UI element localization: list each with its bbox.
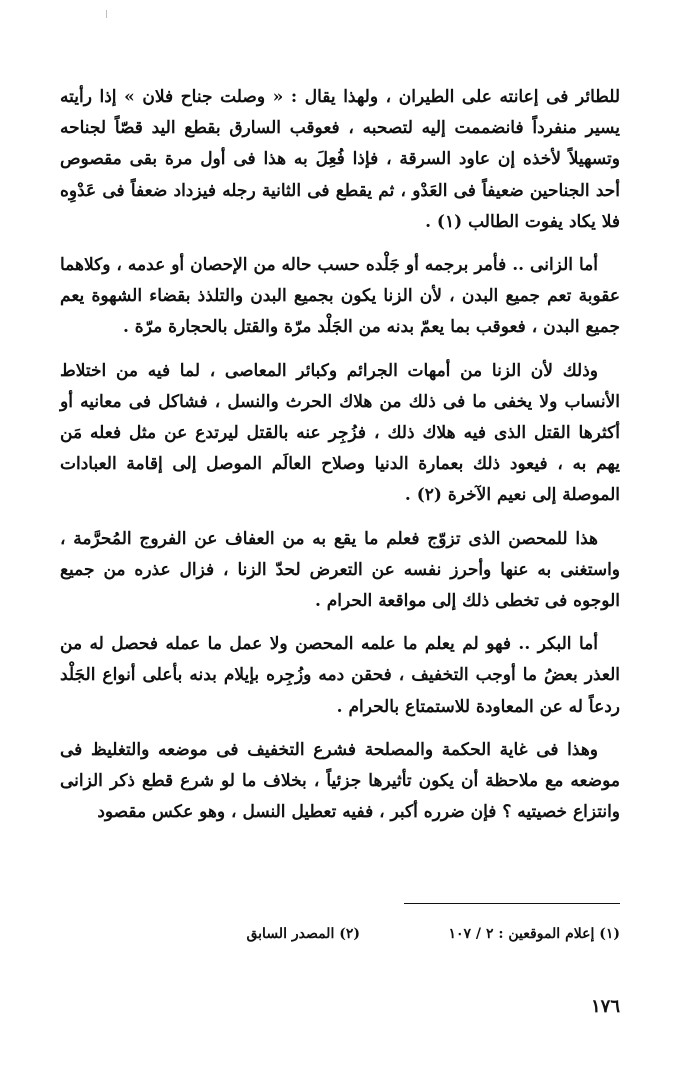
paragraph-4: هذا للمحصن الذى تزوّج فعلم ما يقع به من العفاف عن الفروج المُحرَّمة ، واستغنى به عنها وأحرز نفسه عن التعرض لحدّ الزنا ، فزال عذره من جميع الوجوه فى تخطى ذلك إلى مواقعة الحرام . — [60, 528, 620, 612]
footnote-divider — [404, 903, 620, 904]
page-number: ١٧٦ — [590, 996, 620, 1017]
scan-mark — [106, 10, 107, 18]
paragraph-6: وهذا فى غاية الحكمة والمصلحة فشرع التخفيف فى موضعه والتغليظ فى موضعه مع ملاحظة أن يكون تأثيرها جزئياً ، بخلاف ما لو شرع قطع ذكر الزانى وانتزاع خصيتيه ؟ فإن ضرره أكبر ، ففيه تعطيل النسل ، وهو عكس مقصود — [60, 739, 620, 823]
paragraph-5: أما البكر .. فهو لم يعلم ما علمه المحصن ولا عمل ما عمله فحصل له من العذر بعضُ ما أوجب التخفيف ، فحقن دمه وزُجِره بإيلام بدنه بأعلى أنواع الجَلْد ردعاً له عن المعاودة للاستمتاع بالحرام . — [60, 634, 620, 717]
paragraph-3: وذلك لأن الزنا من أمهات الجرائم وكبائر المعاصى ، لما فيه من اختلاط الأنساب ولا يخفى ما فى ذلك من هلاك الحرث والنسل ، فشاكل فى معانيه أو أكثرها القتل الذى فيه هلاك ذلك ، فزُجِر عنه بالقتل ليرتدع عن مثل فعله مَن يهم به ، فيعود ذلك بعمارة الدنيا وصلاح العالَم الموصل إلى إقامة العبادات الموصلة إلى نعيم الآخرة (٢) . — [60, 360, 620, 506]
footnote-1: (١) إعلام الموقعين : ٢ / ١٠٧ — [448, 926, 620, 942]
footnotes — [60, 926, 620, 942]
main-text — [60, 82, 620, 840]
paragraph-2: أما الزانى .. فأمر برجمه أو جَلْده حسب حاله من الإحصان أو عدمه ، وكلاهما عقوبة تعم جميع البدن ، لأن الزنا يكون بجميع البدن والتلذذ بقضاء الشهوة يعم جميع البدن ، فعوقب بما يعمّ بدنه من الجَلْد مرّة والقتل بالحجارة مرّة . — [60, 255, 620, 338]
footnote-2: (٢) المصدر السابق — [246, 926, 360, 942]
paragraph-1: للطائر فى إعانته على الطيران ، ولهذا يقال : « وصلت جناح فلان » إذا رأيته يسير منفرداً فانضممت إليه لتصحبه ، فعوقب السارق بقطع اليد قصّاً لجناحه وتسهيلاً لأخذه إن عاود السرقة ، فإذا فُعِلَ به هذا فى أول مرة بقى مقصوص أحد الجناحين ضعيفاً فى العَدْو ، ثم يقطع فى الثانية رجله فيزداد ضعفاً فى عَدْوِه فلا يكاد يفوت الطالب (١) . — [60, 87, 620, 232]
